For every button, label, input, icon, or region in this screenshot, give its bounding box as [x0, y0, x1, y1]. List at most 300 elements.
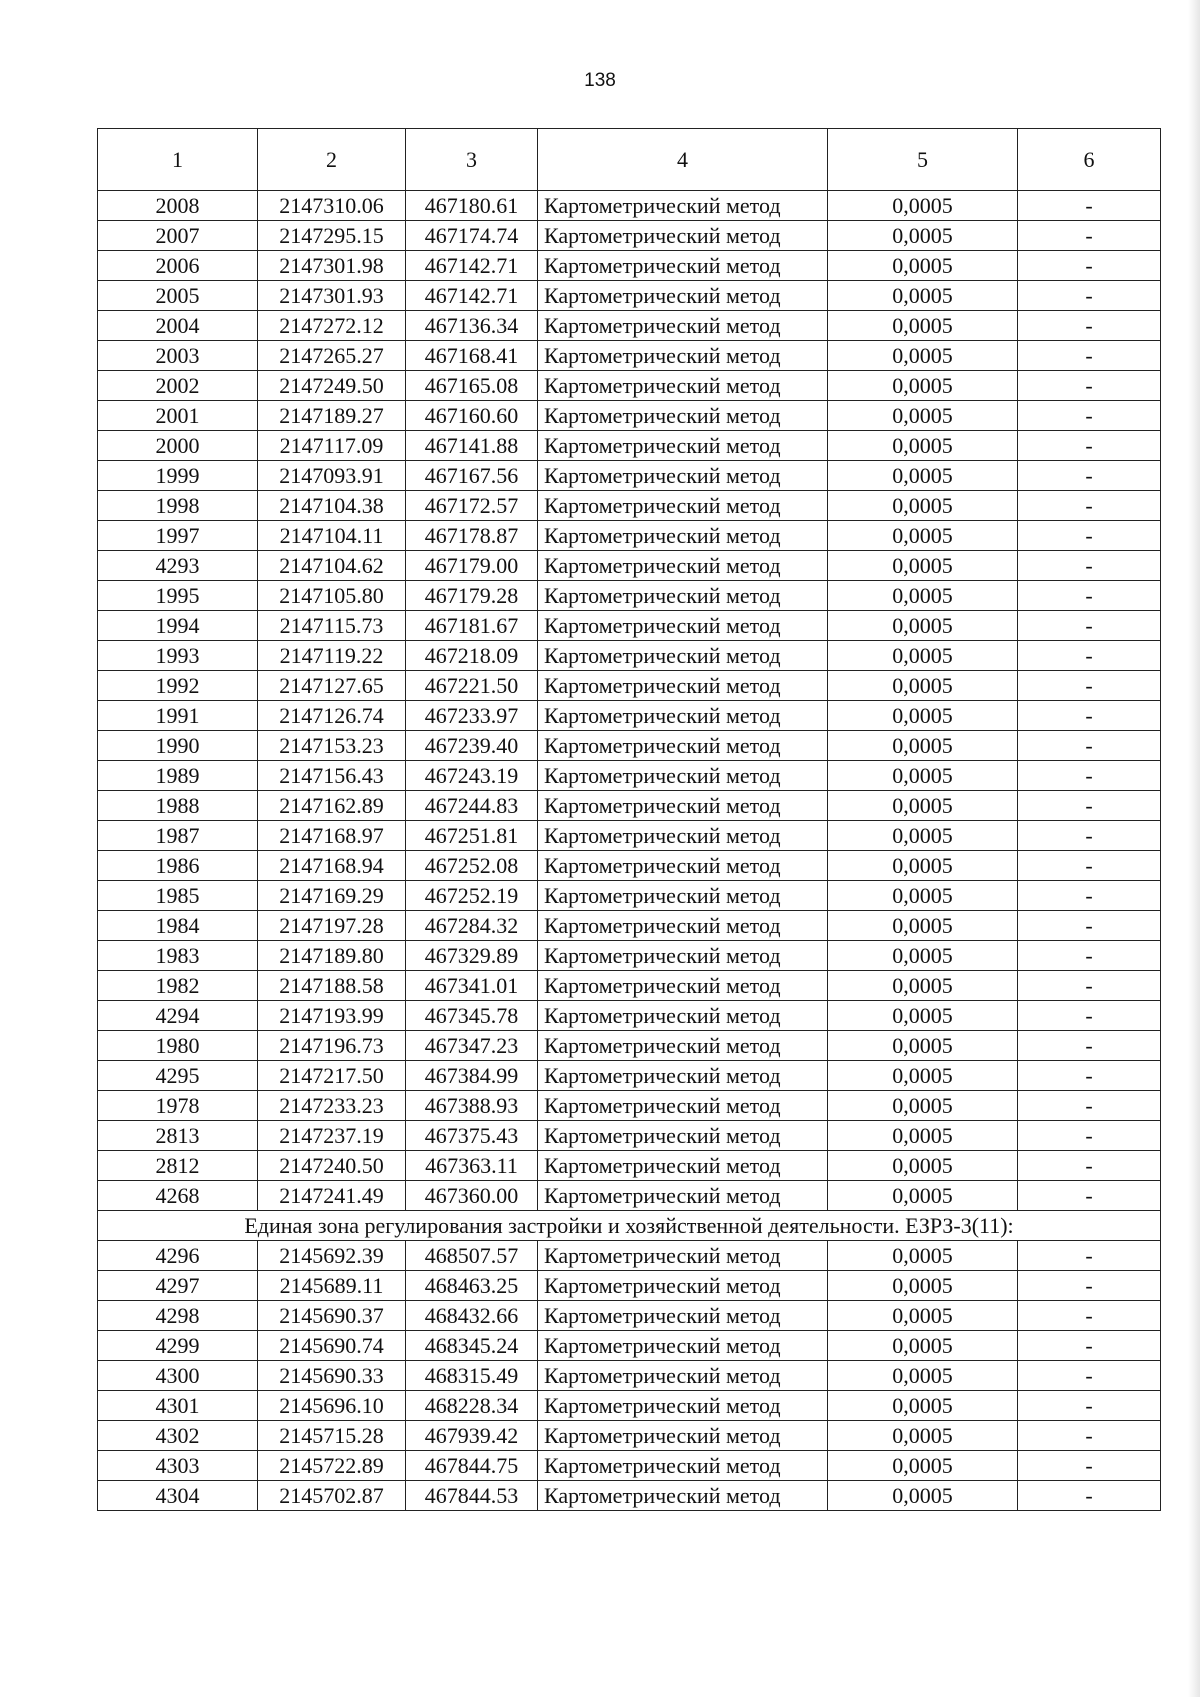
method-cell: Картометрический метод [538, 1361, 828, 1391]
y-coordinate-cell: 467252.19 [406, 881, 538, 911]
accuracy-cell: 0,0005 [828, 1301, 1018, 1331]
note-cell: - [1018, 1271, 1161, 1301]
point-number-cell: 2812 [98, 1151, 258, 1181]
y-coordinate-cell: 467233.97 [406, 701, 538, 731]
method-cell: Картометрический метод [538, 1271, 828, 1301]
y-coordinate-cell: 467221.50 [406, 671, 538, 701]
point-number-cell: 1987 [98, 821, 258, 851]
table-header [98, 129, 1161, 191]
method-cell: Картометрический метод [538, 761, 828, 791]
note-cell: - [1018, 1361, 1161, 1391]
accuracy-cell: 0,0005 [828, 551, 1018, 581]
point-number-cell: 1983 [98, 941, 258, 971]
x-coordinate-cell: 2145696.10 [258, 1391, 406, 1421]
point-number-cell: 2007 [98, 221, 258, 251]
note-cell: - [1018, 1241, 1161, 1271]
point-number-cell: 2006 [98, 251, 258, 281]
x-coordinate-cell: 2147153.23 [258, 731, 406, 761]
accuracy-cell: 0,0005 [828, 1241, 1018, 1271]
accuracy-cell: 0,0005 [828, 1091, 1018, 1121]
note-cell: - [1018, 1031, 1161, 1061]
method-cell: Картометрический метод [538, 401, 828, 431]
note-cell: - [1018, 311, 1161, 341]
accuracy-cell: 0,0005 [828, 1421, 1018, 1451]
y-coordinate-cell: 467844.75 [406, 1451, 538, 1481]
table-row [98, 371, 1161, 401]
note-cell: - [1018, 851, 1161, 881]
point-number-cell: 2002 [98, 371, 258, 401]
y-coordinate-cell: 467142.71 [406, 281, 538, 311]
accuracy-cell: 0,0005 [828, 1271, 1018, 1301]
x-coordinate-cell: 2147115.73 [258, 611, 406, 641]
point-number-cell: 4301 [98, 1391, 258, 1421]
accuracy-cell: 0,0005 [828, 431, 1018, 461]
point-number-cell: 1989 [98, 761, 258, 791]
table-row [98, 1061, 1161, 1091]
method-cell: Картометрический метод [538, 341, 828, 371]
table-row [98, 671, 1161, 701]
point-number-cell: 1984 [98, 911, 258, 941]
x-coordinate-cell: 2145722.89 [258, 1451, 406, 1481]
note-cell: - [1018, 461, 1161, 491]
x-coordinate-cell: 2147301.98 [258, 251, 406, 281]
method-cell: Картометрический метод [538, 1151, 828, 1181]
note-cell: - [1018, 221, 1161, 251]
x-coordinate-cell: 2147272.12 [258, 311, 406, 341]
table-row [98, 641, 1161, 671]
note-cell: - [1018, 761, 1161, 791]
table-row [98, 431, 1161, 461]
y-coordinate-cell: 467239.40 [406, 731, 538, 761]
x-coordinate-cell: 2147093.91 [258, 461, 406, 491]
x-coordinate-cell: 2147119.22 [258, 641, 406, 671]
method-cell: Картометрический метод [538, 971, 828, 1001]
x-coordinate-cell: 2147240.50 [258, 1151, 406, 1181]
method-cell: Картометрический метод [538, 1061, 828, 1091]
x-coordinate-cell: 2145690.37 [258, 1301, 406, 1331]
y-coordinate-cell: 468315.49 [406, 1361, 538, 1391]
column-header-1: 1 [98, 129, 258, 191]
y-coordinate-cell: 467142.71 [406, 251, 538, 281]
point-number-cell: 2813 [98, 1121, 258, 1151]
table-row [98, 851, 1161, 881]
accuracy-cell: 0,0005 [828, 581, 1018, 611]
method-cell: Картометрический метод [538, 1301, 828, 1331]
table-row [98, 581, 1161, 611]
table-row [98, 1121, 1161, 1151]
y-coordinate-cell: 467174.74 [406, 221, 538, 251]
method-cell: Картометрический метод [538, 641, 828, 671]
point-number-cell: 1993 [98, 641, 258, 671]
x-coordinate-cell: 2145690.33 [258, 1361, 406, 1391]
x-coordinate-cell: 2147188.58 [258, 971, 406, 1001]
table-row [98, 1001, 1161, 1031]
method-cell: Картометрический метод [538, 581, 828, 611]
point-number-cell: 4299 [98, 1331, 258, 1361]
y-coordinate-cell: 467218.09 [406, 641, 538, 671]
y-coordinate-cell: 467384.99 [406, 1061, 538, 1091]
point-number-cell: 4300 [98, 1361, 258, 1391]
y-coordinate-cell: 467347.23 [406, 1031, 538, 1061]
note-cell: - [1018, 1391, 1161, 1421]
point-number-cell: 1990 [98, 731, 258, 761]
y-coordinate-cell: 467141.88 [406, 431, 538, 461]
x-coordinate-cell: 2147189.80 [258, 941, 406, 971]
x-coordinate-cell: 2147127.65 [258, 671, 406, 701]
point-number-cell: 4297 [98, 1271, 258, 1301]
point-number-cell: 1995 [98, 581, 258, 611]
accuracy-cell: 0,0005 [828, 851, 1018, 881]
scan-edge [1188, 0, 1200, 1697]
table-row [98, 731, 1161, 761]
y-coordinate-cell: 467179.00 [406, 551, 538, 581]
point-number-cell: 2000 [98, 431, 258, 461]
table-row [98, 1331, 1161, 1361]
method-cell: Картометрический метод [538, 1421, 828, 1451]
column-header-4: 4 [538, 129, 828, 191]
y-coordinate-cell: 468432.66 [406, 1301, 538, 1331]
x-coordinate-cell: 2147249.50 [258, 371, 406, 401]
table-row [98, 881, 1161, 911]
point-number-cell: 4293 [98, 551, 258, 581]
point-number-cell: 1992 [98, 671, 258, 701]
point-number-cell: 1986 [98, 851, 258, 881]
table-row [98, 1391, 1161, 1421]
y-coordinate-cell: 467244.83 [406, 791, 538, 821]
point-number-cell: 1978 [98, 1091, 258, 1121]
y-coordinate-cell: 467180.61 [406, 191, 538, 221]
method-cell: Картометрический метод [538, 1241, 828, 1271]
y-coordinate-cell: 467375.43 [406, 1121, 538, 1151]
note-cell: - [1018, 1451, 1161, 1481]
y-coordinate-cell: 467181.67 [406, 611, 538, 641]
point-number-cell: 1997 [98, 521, 258, 551]
x-coordinate-cell: 2147196.73 [258, 1031, 406, 1061]
note-cell: - [1018, 1091, 1161, 1121]
accuracy-cell: 0,0005 [828, 1031, 1018, 1061]
y-coordinate-cell: 467172.57 [406, 491, 538, 521]
note-cell: - [1018, 401, 1161, 431]
table-row [98, 761, 1161, 791]
point-number-cell: 4295 [98, 1061, 258, 1091]
table-row [98, 341, 1161, 371]
table-row [98, 1241, 1161, 1271]
note-cell: - [1018, 731, 1161, 761]
accuracy-cell: 0,0005 [828, 221, 1018, 251]
note-cell: - [1018, 1001, 1161, 1031]
y-coordinate-cell: 467179.28 [406, 581, 538, 611]
x-coordinate-cell: 2147189.27 [258, 401, 406, 431]
accuracy-cell: 0,0005 [828, 701, 1018, 731]
page-number: 138 [584, 70, 616, 91]
method-cell: Картометрический метод [538, 251, 828, 281]
y-coordinate-cell: 467252.08 [406, 851, 538, 881]
table-row [98, 1451, 1161, 1481]
accuracy-cell: 0,0005 [828, 1001, 1018, 1031]
accuracy-cell: 0,0005 [828, 731, 1018, 761]
method-cell: Картометрический метод [538, 791, 828, 821]
point-number-cell: 4303 [98, 1451, 258, 1481]
accuracy-cell: 0,0005 [828, 1151, 1018, 1181]
method-cell: Картометрический метод [538, 461, 828, 491]
table-row [98, 1181, 1161, 1211]
note-cell: - [1018, 911, 1161, 941]
x-coordinate-cell: 2147104.11 [258, 521, 406, 551]
table-row [98, 1361, 1161, 1391]
x-coordinate-cell: 2147126.74 [258, 701, 406, 731]
table-row [98, 1481, 1161, 1511]
accuracy-cell: 0,0005 [828, 791, 1018, 821]
table-row [98, 461, 1161, 491]
point-number-cell: 2008 [98, 191, 258, 221]
table-row [98, 1301, 1161, 1331]
method-cell: Картометрический метод [538, 821, 828, 851]
y-coordinate-cell: 467178.87 [406, 521, 538, 551]
method-cell: Картометрический метод [538, 731, 828, 761]
point-number-cell: 4298 [98, 1301, 258, 1331]
y-coordinate-cell: 467160.60 [406, 401, 538, 431]
accuracy-cell: 0,0005 [828, 881, 1018, 911]
accuracy-cell: 0,0005 [828, 1451, 1018, 1481]
method-cell: Картометрический метод [538, 311, 828, 341]
method-cell: Картометрический метод [538, 1181, 828, 1211]
column-header-6: 6 [1018, 129, 1161, 191]
point-number-cell: 1985 [98, 881, 258, 911]
accuracy-cell: 0,0005 [828, 641, 1018, 671]
x-coordinate-cell: 2145715.28 [258, 1421, 406, 1451]
method-cell: Картометрический метод [538, 1091, 828, 1121]
x-coordinate-cell: 2145702.87 [258, 1481, 406, 1511]
point-number-cell: 1998 [98, 491, 258, 521]
x-coordinate-cell: 2147105.80 [258, 581, 406, 611]
x-coordinate-cell: 2147117.09 [258, 431, 406, 461]
column-header-5: 5 [828, 129, 1018, 191]
x-coordinate-cell: 2147104.38 [258, 491, 406, 521]
note-cell: - [1018, 371, 1161, 401]
method-cell: Картометрический метод [538, 191, 828, 221]
table-row [98, 281, 1161, 311]
note-cell: - [1018, 1301, 1161, 1331]
method-cell: Картометрический метод [538, 371, 828, 401]
x-coordinate-cell: 2147237.19 [258, 1121, 406, 1151]
note-cell: - [1018, 581, 1161, 611]
note-cell: - [1018, 521, 1161, 551]
y-coordinate-cell: 467341.01 [406, 971, 538, 1001]
table-row [98, 1421, 1161, 1451]
section-row [98, 1211, 1161, 1241]
method-cell: Картометрический метод [538, 1121, 828, 1151]
y-coordinate-cell: 467329.89 [406, 941, 538, 971]
note-cell: - [1018, 971, 1161, 1001]
accuracy-cell: 0,0005 [828, 611, 1018, 641]
table-row [98, 311, 1161, 341]
table-row [98, 791, 1161, 821]
method-cell: Картометрический метод [538, 281, 828, 311]
note-cell: - [1018, 341, 1161, 371]
point-number-cell: 2005 [98, 281, 258, 311]
table-row [98, 551, 1161, 581]
note-cell: - [1018, 941, 1161, 971]
point-number-cell: 1999 [98, 461, 258, 491]
method-cell: Картометрический метод [538, 1391, 828, 1421]
accuracy-cell: 0,0005 [828, 281, 1018, 311]
note-cell: - [1018, 251, 1161, 281]
note-cell: - [1018, 881, 1161, 911]
accuracy-cell: 0,0005 [828, 1181, 1018, 1211]
point-number-cell: 4268 [98, 1181, 258, 1211]
point-number-cell: 1994 [98, 611, 258, 641]
y-coordinate-cell: 468463.25 [406, 1271, 538, 1301]
point-number-cell: 1991 [98, 701, 258, 731]
accuracy-cell: 0,0005 [828, 941, 1018, 971]
accuracy-cell: 0,0005 [828, 371, 1018, 401]
method-cell: Картометрический метод [538, 1331, 828, 1361]
x-coordinate-cell: 2147295.15 [258, 221, 406, 251]
point-number-cell: 2004 [98, 311, 258, 341]
table-row [98, 1091, 1161, 1121]
y-coordinate-cell: 468507.57 [406, 1241, 538, 1271]
x-coordinate-cell: 2147233.23 [258, 1091, 406, 1121]
method-cell: Картометрический метод [538, 221, 828, 251]
header-row [98, 129, 1161, 191]
method-cell: Картометрический метод [538, 701, 828, 731]
point-number-cell: 2001 [98, 401, 258, 431]
accuracy-cell: 0,0005 [828, 491, 1018, 521]
point-number-cell: 4294 [98, 1001, 258, 1031]
accuracy-cell: 0,0005 [828, 1331, 1018, 1361]
y-coordinate-cell: 467136.34 [406, 311, 538, 341]
accuracy-cell: 0,0005 [828, 1121, 1018, 1151]
note-cell: - [1018, 281, 1161, 311]
x-coordinate-cell: 2147169.29 [258, 881, 406, 911]
table-row [98, 911, 1161, 941]
note-cell: - [1018, 671, 1161, 701]
note-cell: - [1018, 1331, 1161, 1361]
note-cell: - [1018, 1181, 1161, 1211]
table-row [98, 1031, 1161, 1061]
table-body [98, 191, 1161, 1511]
note-cell: - [1018, 701, 1161, 731]
x-coordinate-cell: 2145689.11 [258, 1271, 406, 1301]
table-row [98, 251, 1161, 281]
method-cell: Картометрический метод [538, 1001, 828, 1031]
x-coordinate-cell: 2147162.89 [258, 791, 406, 821]
x-coordinate-cell: 2147168.94 [258, 851, 406, 881]
method-cell: Картометрический метод [538, 491, 828, 521]
point-number-cell: 2003 [98, 341, 258, 371]
point-number-cell: 4304 [98, 1481, 258, 1511]
point-number-cell: 1980 [98, 1031, 258, 1061]
method-cell: Картометрический метод [538, 431, 828, 461]
y-coordinate-cell: 467165.08 [406, 371, 538, 401]
method-cell: Картометрический метод [538, 911, 828, 941]
x-coordinate-cell: 2147301.93 [258, 281, 406, 311]
accuracy-cell: 0,0005 [828, 1061, 1018, 1091]
method-cell: Картометрический метод [538, 1481, 828, 1511]
x-coordinate-cell: 2145692.39 [258, 1241, 406, 1271]
note-cell: - [1018, 791, 1161, 821]
note-cell: - [1018, 431, 1161, 461]
x-coordinate-cell: 2147193.99 [258, 1001, 406, 1031]
accuracy-cell: 0,0005 [828, 971, 1018, 1001]
accuracy-cell: 0,0005 [828, 521, 1018, 551]
accuracy-cell: 0,0005 [828, 1391, 1018, 1421]
method-cell: Картометрический метод [538, 1031, 828, 1061]
y-coordinate-cell: 467360.00 [406, 1181, 538, 1211]
accuracy-cell: 0,0005 [828, 911, 1018, 941]
accuracy-cell: 0,0005 [828, 251, 1018, 281]
table-row [98, 521, 1161, 551]
y-coordinate-cell: 467168.41 [406, 341, 538, 371]
note-cell: - [1018, 1421, 1161, 1451]
accuracy-cell: 0,0005 [828, 671, 1018, 701]
x-coordinate-cell: 2147265.27 [258, 341, 406, 371]
accuracy-cell: 0,0005 [828, 401, 1018, 431]
method-cell: Картометрический метод [538, 941, 828, 971]
point-number-cell: 1982 [98, 971, 258, 1001]
section-title: Единая зона регулирования застройки и хозяйственной деятельности. ЕЗРЗ-3(11): [98, 1211, 1161, 1241]
table-row [98, 941, 1161, 971]
note-cell: - [1018, 641, 1161, 671]
y-coordinate-cell: 467388.93 [406, 1091, 538, 1121]
x-coordinate-cell: 2147104.62 [258, 551, 406, 581]
note-cell: - [1018, 551, 1161, 581]
y-coordinate-cell: 467345.78 [406, 1001, 538, 1031]
method-cell: Картометрический метод [538, 521, 828, 551]
x-coordinate-cell: 2147197.28 [258, 911, 406, 941]
y-coordinate-cell: 467363.11 [406, 1151, 538, 1181]
y-coordinate-cell: 467284.32 [406, 911, 538, 941]
point-number-cell: 4302 [98, 1421, 258, 1451]
x-coordinate-cell: 2147168.97 [258, 821, 406, 851]
y-coordinate-cell: 468228.34 [406, 1391, 538, 1421]
coordinates-table [97, 128, 1161, 1511]
y-coordinate-cell: 467167.56 [406, 461, 538, 491]
x-coordinate-cell: 2147217.50 [258, 1061, 406, 1091]
note-cell: - [1018, 611, 1161, 641]
point-number-cell: 1988 [98, 791, 258, 821]
y-coordinate-cell: 467939.42 [406, 1421, 538, 1451]
method-cell: Картометрический метод [538, 881, 828, 911]
y-coordinate-cell: 468345.24 [406, 1331, 538, 1361]
x-coordinate-cell: 2147310.06 [258, 191, 406, 221]
accuracy-cell: 0,0005 [828, 821, 1018, 851]
y-coordinate-cell: 467844.53 [406, 1481, 538, 1511]
method-cell: Картометрический метод [538, 1451, 828, 1481]
y-coordinate-cell: 467243.19 [406, 761, 538, 791]
note-cell: - [1018, 1061, 1161, 1091]
table-row [98, 821, 1161, 851]
accuracy-cell: 0,0005 [828, 191, 1018, 221]
note-cell: - [1018, 1121, 1161, 1151]
note-cell: - [1018, 491, 1161, 521]
table-row [98, 491, 1161, 521]
note-cell: - [1018, 821, 1161, 851]
table-row [98, 1271, 1161, 1301]
column-header-3: 3 [406, 129, 538, 191]
table-row [98, 611, 1161, 641]
accuracy-cell: 0,0005 [828, 1481, 1018, 1511]
accuracy-cell: 0,0005 [828, 761, 1018, 791]
table-row [98, 191, 1161, 221]
table-row [98, 1151, 1161, 1181]
table-row [98, 401, 1161, 431]
x-coordinate-cell: 2147241.49 [258, 1181, 406, 1211]
x-coordinate-cell: 2147156.43 [258, 761, 406, 791]
note-cell: - [1018, 1151, 1161, 1181]
accuracy-cell: 0,0005 [828, 341, 1018, 371]
note-cell: - [1018, 191, 1161, 221]
